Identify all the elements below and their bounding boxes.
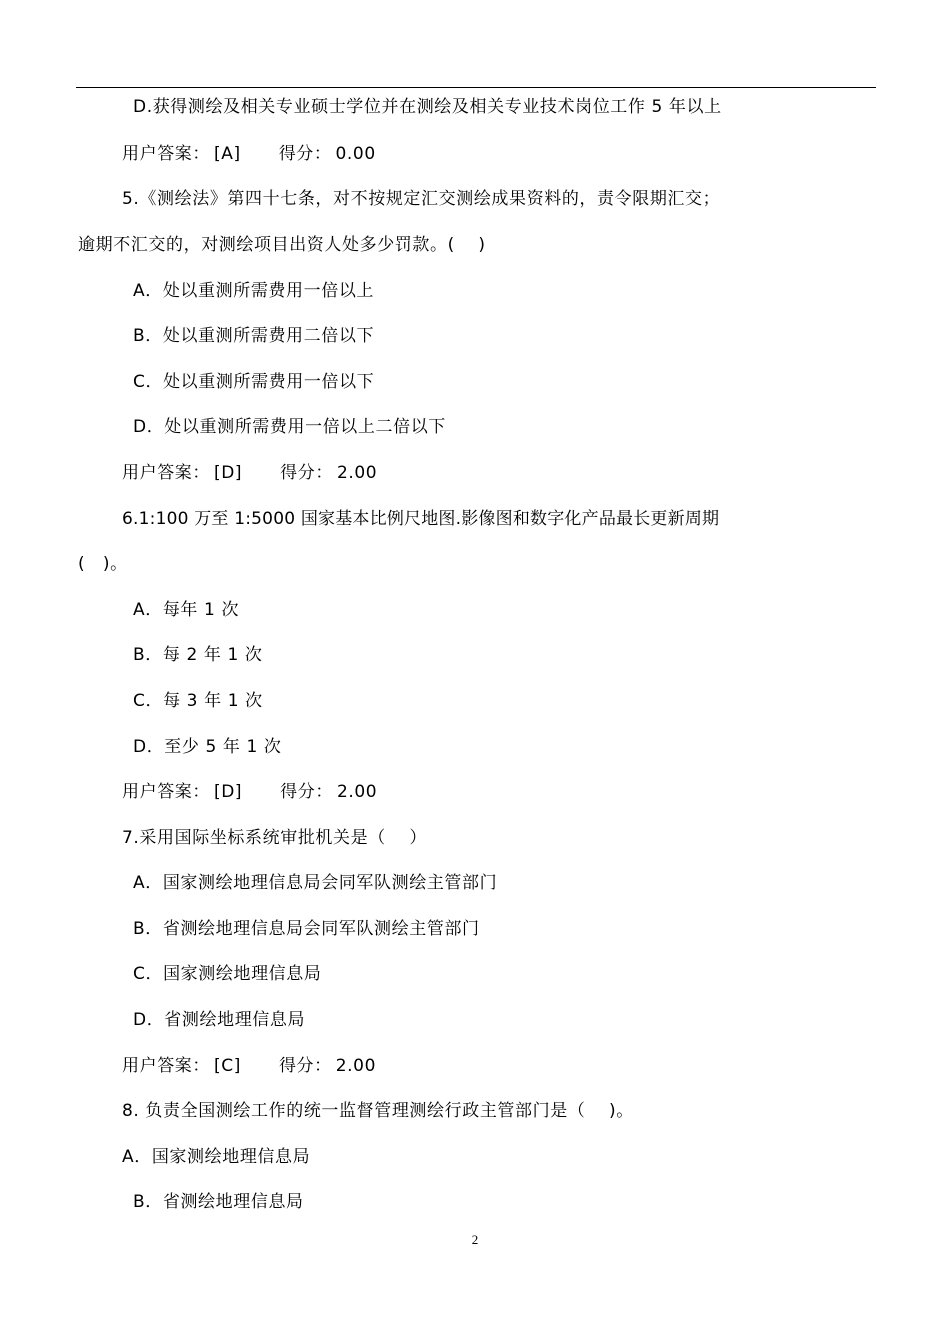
user-answer-value: [A] — [214, 144, 241, 164]
option-a-q8: A．国家测绘地理信息局 — [122, 1147, 311, 1167]
question-7-stem: 7.采用国际坐标系统审批机关是（ ） — [122, 828, 428, 848]
user-answer-label: 用户答案： — [122, 463, 210, 483]
option-d-q6: D．至少 5 年 1 次 — [133, 737, 282, 757]
option-b-q6: B．每 2 年 1 次 — [133, 645, 263, 665]
question-5-stem: 5.《测绘法》第四十七条，对不按规定汇交测绘成果资料的，责令限期汇交； — [122, 189, 721, 209]
user-answer-value: [C] — [214, 1056, 241, 1076]
user-answer-label: 用户答案： — [122, 1056, 210, 1076]
option-c-q6: C．每 3 年 1 次 — [133, 691, 263, 711]
user-answer-row-q6 — [122, 780, 377, 804]
option-d-q7: D．省测绘地理信息局 — [133, 1010, 306, 1030]
header-rule — [76, 87, 876, 88]
option-b-q8: B．省测绘地理信息局 — [133, 1192, 304, 1212]
score-label: 得分： — [278, 144, 332, 164]
option-a-q7: A．国家测绘地理信息局会同军队测绘主管部门 — [133, 873, 498, 893]
score-value: 0.00 — [335, 144, 376, 164]
option-b-q5: B．处以重测所需费用二倍以下 — [133, 326, 375, 346]
question-8-stem: 8. 负责全国测绘工作的统一监督管理测绘行政主管部门是（ )。 — [122, 1101, 634, 1121]
score-label: 得分： — [280, 782, 333, 802]
option-a-q6: A．每年 1 次 — [133, 600, 240, 620]
user-answer-label: 用户答案： — [122, 144, 210, 164]
page-number: 2 — [471, 1232, 479, 1247]
option-b-q7: B．省测绘地理信息局会同军队测绘主管部门 — [133, 919, 480, 939]
option-a-q5: A．处以重测所需费用一倍以上 — [133, 281, 375, 301]
user-answer-value: [D] — [214, 782, 243, 802]
score-label: 得分： — [280, 463, 333, 483]
score-value: 2.00 — [336, 463, 378, 483]
option-d-q5: D．处以重测所需费用一倍以上二倍以下 — [133, 417, 446, 437]
user-answer-row-q4 — [122, 142, 376, 166]
user-answer-row-q5 — [122, 461, 377, 485]
question-6-stem-continued: ( )。 — [78, 554, 128, 574]
score-label: 得分： — [278, 1056, 332, 1076]
score-value: 2.00 — [335, 1056, 377, 1076]
option-c-q5: C．处以重测所需费用一倍以下 — [133, 372, 375, 392]
user-answer-label: 用户答案： — [122, 782, 210, 802]
option-d-q4: D.获得测绘及相关专业硕士学位并在测绘及相关专业技术岗位工作 5 年以上 — [133, 97, 722, 117]
user-answer-value: [D] — [214, 463, 243, 483]
question-6-stem: 6.1:100 万至 1:5000 国家基本比例尺地图.影像图和数字化产品最长更新周期 — [122, 509, 720, 529]
question-5-stem-continued: 逾期不汇交的，对测绘项目出资人处多少罚款。( ) — [78, 235, 486, 255]
score-value: 2.00 — [336, 782, 378, 802]
user-answer-row-q7 — [122, 1054, 376, 1078]
option-c-q7: C．国家测绘地理信息局 — [133, 964, 322, 984]
